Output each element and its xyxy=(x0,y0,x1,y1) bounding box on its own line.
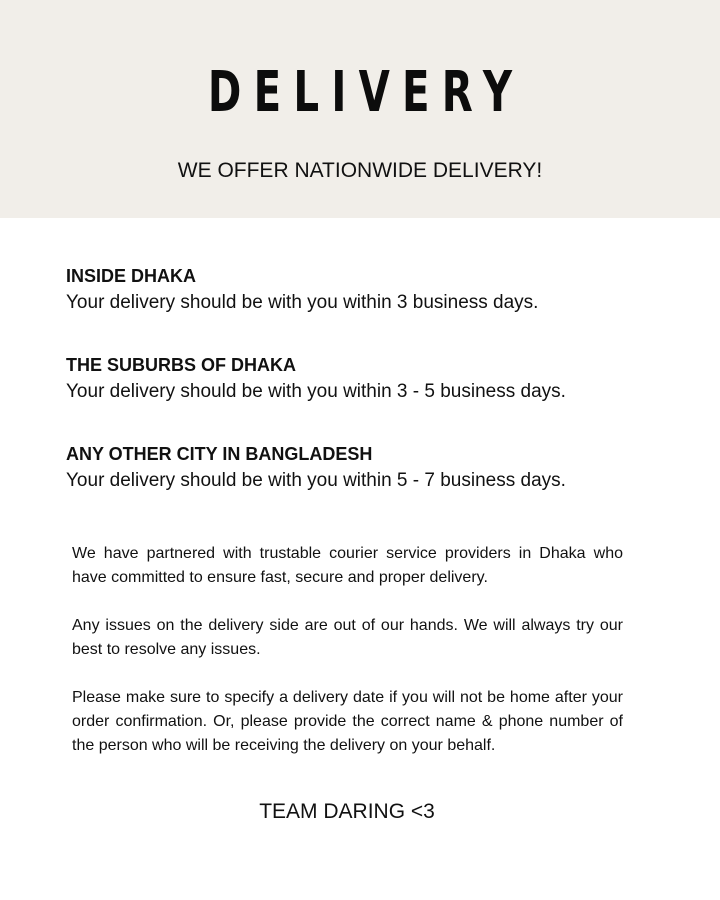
page-title: DELIVERY xyxy=(207,60,525,125)
issues-paragraph: Any issues on the delivery side are out of our hands. We will always try our best to resolve any issues. xyxy=(72,617,623,658)
zone-delivery-time: Your delivery should be with you within 5 - 7 business days. xyxy=(66,470,566,491)
signoff: TEAM DARING <3 xyxy=(259,800,435,823)
delivery-zone-inside-dhaka xyxy=(66,264,666,315)
zone-heading: ANY OTHER CITY IN BANGLADESH xyxy=(66,444,373,464)
zone-delivery-time: Your delivery should be with you within 3 - 5 business days. xyxy=(66,381,566,402)
zone-heading: INSIDE DHAKA xyxy=(66,266,197,286)
page-subtitle: WE OFFER NATIONWIDE DELIVERY! xyxy=(177,159,543,182)
courier-partner-paragraph: We have partnered with trustable courier service providers in Dhaka who have committed to ensure fast, secure and proper delivery. xyxy=(72,545,623,586)
delivery-zone-other-cities xyxy=(66,442,666,493)
delivery-instructions-paragraph: Please make sure to specify a delivery date if you will not be home after your order confirmation. Or, please provide the correct name & phone number of the person who will be receiving the delivery on your behalf. xyxy=(72,689,623,754)
zone-heading: THE SUBURBS OF DHAKA xyxy=(66,355,297,375)
delivery-zone-suburbs xyxy=(66,353,666,404)
zone-delivery-time: Your delivery should be with you within 3 business days. xyxy=(66,292,539,313)
header-banner xyxy=(0,0,720,218)
